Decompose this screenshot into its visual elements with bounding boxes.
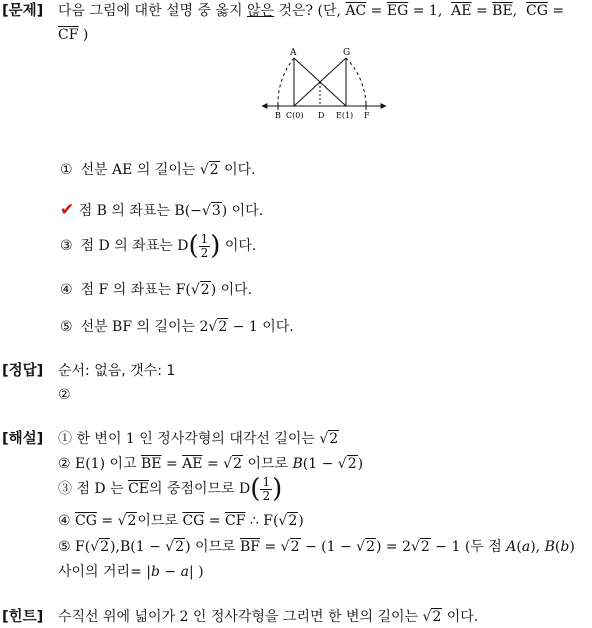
checkmark-icon: ✔	[60, 200, 75, 220]
choice-2[interactable]: ✔ 점 B 의 좌표는 B(−√3) 이다.	[60, 200, 264, 220]
label-a: A	[290, 48, 297, 58]
explanation-line-2: ② E(1) 이고 $\overline{BE} = \overline{AE} = √2$ 이므로 B(1 − √2)	[58, 456, 364, 472]
explanation-line-3: ③ 점 D 는 $\overline{CE}$의 중점이므로 D( $\frac{1}{2}$ )	[58, 474, 283, 504]
label-b: B	[275, 111, 281, 120]
answer-choice: ②	[58, 387, 71, 403]
hint-label: [힌트]	[2, 609, 44, 625]
problem-label: [문제]	[2, 3, 44, 19]
label-f: F	[364, 111, 370, 120]
explanation-line-5: ⑤ F(√2),B(1 − √2) 이므로 $\overline{BF} = √2 - (1 - √2) = 2√2 - 1$ (두 점 A(a), B(b)	[58, 539, 575, 555]
answer-order: 순서: 없음, 갯수: 1	[58, 363, 176, 379]
number-line-figure	[258, 44, 398, 124]
arc-gf	[346, 58, 366, 106]
choice-5[interactable]: ⑤ 선분 BF 의 길이는 2√2 − 1 이다.	[60, 319, 294, 335]
label-g: G	[343, 48, 351, 58]
choice-4[interactable]: ④ 점 F 의 좌표는 F(√2) 이다.	[60, 282, 253, 298]
explanation-line-4: ④ $\overline{CG} = √2$이므로 $\overline{CG} = \overline{CF}$ ∴ F(√2)	[58, 513, 304, 529]
problem-line-1: 다음 그림에 대한 설명 중 옳지 않은 것은? (단, $\overline{AC} = \overline{EG} = 1$, $\overline{AE} = \overline{BE}$, $\overline{CG}$ =	[58, 3, 565, 19]
explanation-label: [해설]	[2, 431, 44, 447]
label-e: E(1)	[336, 111, 354, 120]
problem-line-2: $\overline{CF}$ )	[58, 27, 89, 43]
hint-text: 수직선 위에 넓이가 2 인 정사각형을 그리면 한 변의 길이는 √2 이다.	[58, 609, 479, 625]
explanation-line-1: ① 한 변이 1 인 정사각형의 대각선 길이는 √2	[58, 431, 339, 447]
choice-1[interactable]: ① 선분 AE 의 길이는 √2 이다.	[60, 162, 256, 178]
explanation-line-6: 사이의 거리= |b − a| )	[58, 564, 204, 580]
choice-3[interactable]: ③ 점 D 의 좌표는 D( $\frac{1}{2}$ ) 이다.	[60, 231, 257, 261]
answer-label: [정답]	[2, 363, 44, 379]
arc-ab	[278, 58, 294, 106]
label-d: D	[318, 111, 325, 120]
label-c: C(0)	[286, 111, 304, 120]
